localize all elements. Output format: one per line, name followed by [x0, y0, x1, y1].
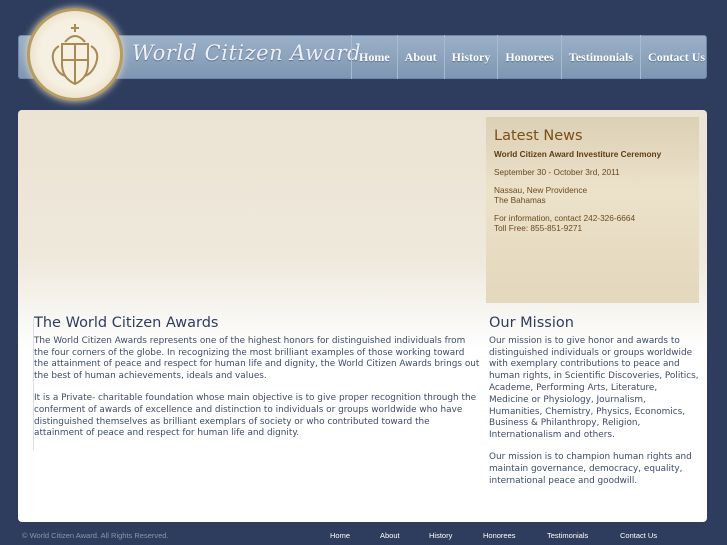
news-location2: The Bahamas: [494, 195, 546, 205]
latest-news-box: [486, 117, 699, 303]
news-contact: For information, contact 242-326-6664: [494, 213, 636, 223]
nav-home[interactable]: Home: [351, 35, 397, 79]
brand-name: World Citizen Award: [132, 41, 362, 65]
mission-paragraph-1: Our mission is to give honor and awards to distinguished individuals or groups worldwide with exemplary contributions to peace and human rights, in Scientific Discoveries, Politics, Academe, Performing Arts, Literature, Medicine or Physiology, Journalism, Humanities, Chemistry, Physics, Economics, Business & Philanthropy, Religion, Internationalism and others.: [489, 335, 699, 441]
mission-section: [489, 315, 699, 497]
news-title: Latest News: [494, 128, 583, 144]
footer-about[interactable]: About: [380, 531, 400, 540]
nav-contact-us[interactable]: Contact Us: [640, 35, 712, 79]
awards-paragraph-1: The World Citizen Awards represents one of the highest honors for distinguished individuals from the four corners of the globe. In recognizing the most brilliant examples of those working toward the attainment of peace and respect for human life and dignity, the World Citizen Awards brings out the best of human achievements, ideals and values.: [34, 335, 480, 382]
footer-contact-us[interactable]: Contact Us: [620, 531, 658, 540]
footer-home[interactable]: Home: [330, 531, 351, 540]
copyright: © World Citizen Award. All Rights Reserved.: [22, 531, 169, 540]
footer-honorees[interactable]: Honorees: [483, 531, 516, 540]
news-tollfree: Toll Free: 855-851-9271: [494, 223, 583, 233]
news-location1: Nassau, New Providence: [494, 185, 588, 195]
footer-testimonials[interactable]: Testimonials: [547, 531, 589, 540]
nav-history[interactable]: History: [444, 35, 498, 79]
awards-title: The World Citizen Awards: [34, 315, 219, 331]
mission-title: Our Mission: [489, 315, 574, 331]
main-menu: [351, 35, 712, 79]
crest-logo[interactable]: [27, 8, 123, 101]
news-dates: September 30 - October 3rd, 2011: [494, 167, 620, 177]
news-event[interactable]: World Citizen Award Investiture Ceremony: [494, 149, 662, 159]
nav-testimonials[interactable]: Testimonials: [561, 35, 640, 79]
nav-honorees[interactable]: Honorees: [497, 35, 560, 79]
awards-paragraph-2: It is a Private- charitable foundation whose main objective is to give proper recognition through the conferment of awards of excellence and distinction to individuals or groups worldwide who have distinguished themselves as brilliant exemplars of society or who contributed toward the attainment of peace and respect for human life and dignity.: [34, 392, 477, 439]
coat-of-arms-icon: [45, 20, 105, 90]
footer-history[interactable]: History: [429, 531, 453, 540]
mission-paragraph-2: Our mission is to champion human rights and maintain governance, democracy, equality, international peace and goodwill.: [489, 451, 692, 486]
awards-section: [33, 315, 481, 450]
nav-about[interactable]: About: [397, 35, 444, 79]
